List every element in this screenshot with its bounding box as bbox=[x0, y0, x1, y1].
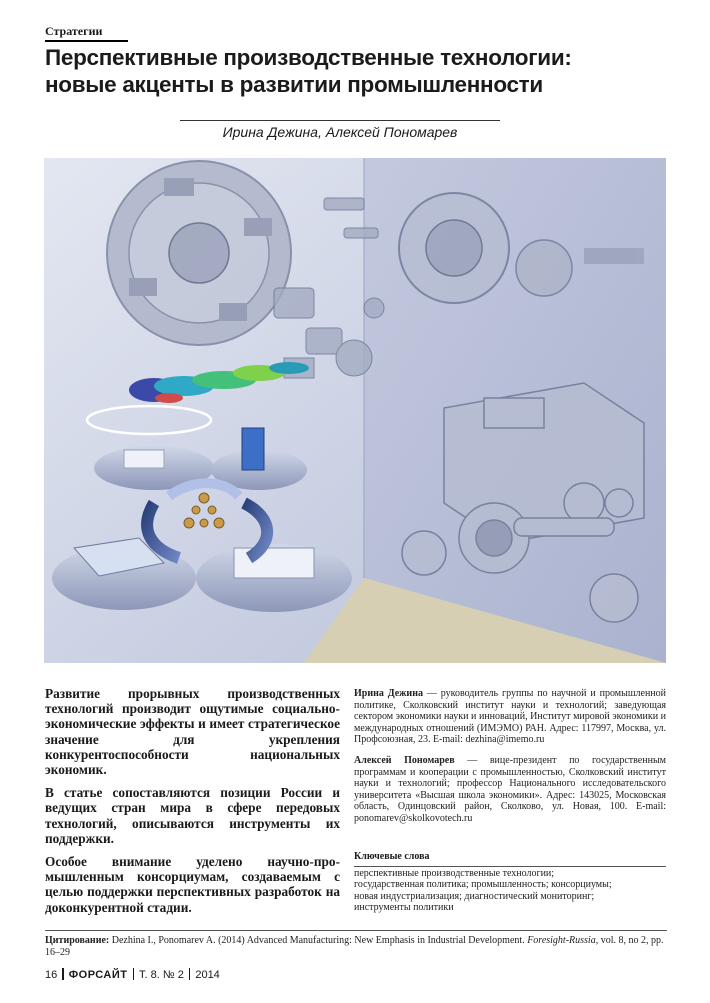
keyword-line: инструменты политики bbox=[354, 902, 454, 914]
journal-volume: Т. 8. № 2 bbox=[139, 969, 184, 981]
abstract-paragraph-3: Особое внимание уделено научно-промышленным консорциумам, создаваемым с целью поддержки перспективных разработок на доконкурентной стадии. bbox=[45, 854, 340, 915]
section-rule bbox=[45, 40, 128, 42]
author-bio-2: — вице-президент по государственным программам и кооперации с промышленностью, Сколковский институт науки и технологий; профессор Национального исследовательского университета «Высшая школа экономики». Адрес: 143025, Московская область, Одинцовский район, Сколково, ул. Новая, 100. E-mail: ponomarev@skolkovotech.ru bbox=[354, 754, 666, 824]
keywords-title: Ключевые слова bbox=[354, 851, 666, 867]
page-number: 16 bbox=[45, 969, 58, 981]
citation-text: Dezhina I., Ponomarev A. (2014) Advanced Manufacturing: New Emphasis in Industrial Development. bbox=[109, 935, 528, 946]
author-info-2 bbox=[354, 755, 666, 825]
machine-chuck bbox=[107, 161, 291, 345]
abstract bbox=[45, 686, 340, 923]
footer-separator bbox=[62, 968, 64, 980]
journal-year: 2014 bbox=[195, 969, 220, 981]
author-name-1: Ирина Дежина bbox=[354, 688, 423, 699]
keyword-line: перспективные производственные технологии; bbox=[354, 868, 555, 879]
abstract-paragraph-1: Развитие прорывных производственных технологий производит ощутимые социально-экономические эффекты и имеет стратегическое значение для укрепления конкурентоспособности национальных экономик. bbox=[45, 686, 340, 778]
journal-name: ФОРСАЙТ bbox=[68, 969, 128, 981]
footer-separator bbox=[133, 968, 135, 980]
title-line-1: Перспективные производственные технологии: bbox=[45, 45, 572, 70]
article-title bbox=[45, 44, 685, 98]
page-footer bbox=[45, 968, 220, 981]
authors-line: Ирина Дежина, Алексей Пономарев bbox=[180, 120, 500, 140]
title-line-2: новые акценты в развитии промышленности bbox=[45, 72, 543, 97]
author-info-1 bbox=[354, 688, 666, 746]
keyword-line: новая индустриализация; диагностический мониторинг; bbox=[354, 890, 595, 902]
island-right bbox=[196, 544, 352, 612]
author-bio-1: — руководитель группы по научной и промышленной политике, Сколковский институт науки и технологий; заведующая сектором экономики науки и инноваций, Институт мировой экономики и международных отношений (ИМЭМО) РАН. Адрес: 117997, Москва, ул. Профсоюзная, 23. E-mail: dezhina@imemo.ru bbox=[354, 688, 667, 746]
citation-journal: Foresight-Russia bbox=[527, 935, 596, 946]
citation-label: Цитирование: bbox=[45, 935, 110, 946]
author-info bbox=[354, 688, 666, 834]
citation-tail: , vol. 8, no 2, pp. 16–29 bbox=[45, 935, 664, 958]
abstract-paragraph-2: В статье сопоставляются позиции России и ведущих стран мира в сфере передовых технологий, описываются инструменты их поддержки. bbox=[45, 785, 340, 846]
section-label: Стратегии bbox=[45, 24, 103, 38]
citation bbox=[45, 930, 667, 959]
keyword-line: государственная политика; промышленность; консорциумы; bbox=[354, 879, 612, 891]
footer-separator bbox=[189, 968, 191, 980]
hero-illustration bbox=[44, 158, 666, 663]
keywords-list bbox=[354, 868, 666, 914]
author-name-2: Алексей Пономарев bbox=[354, 754, 455, 766]
